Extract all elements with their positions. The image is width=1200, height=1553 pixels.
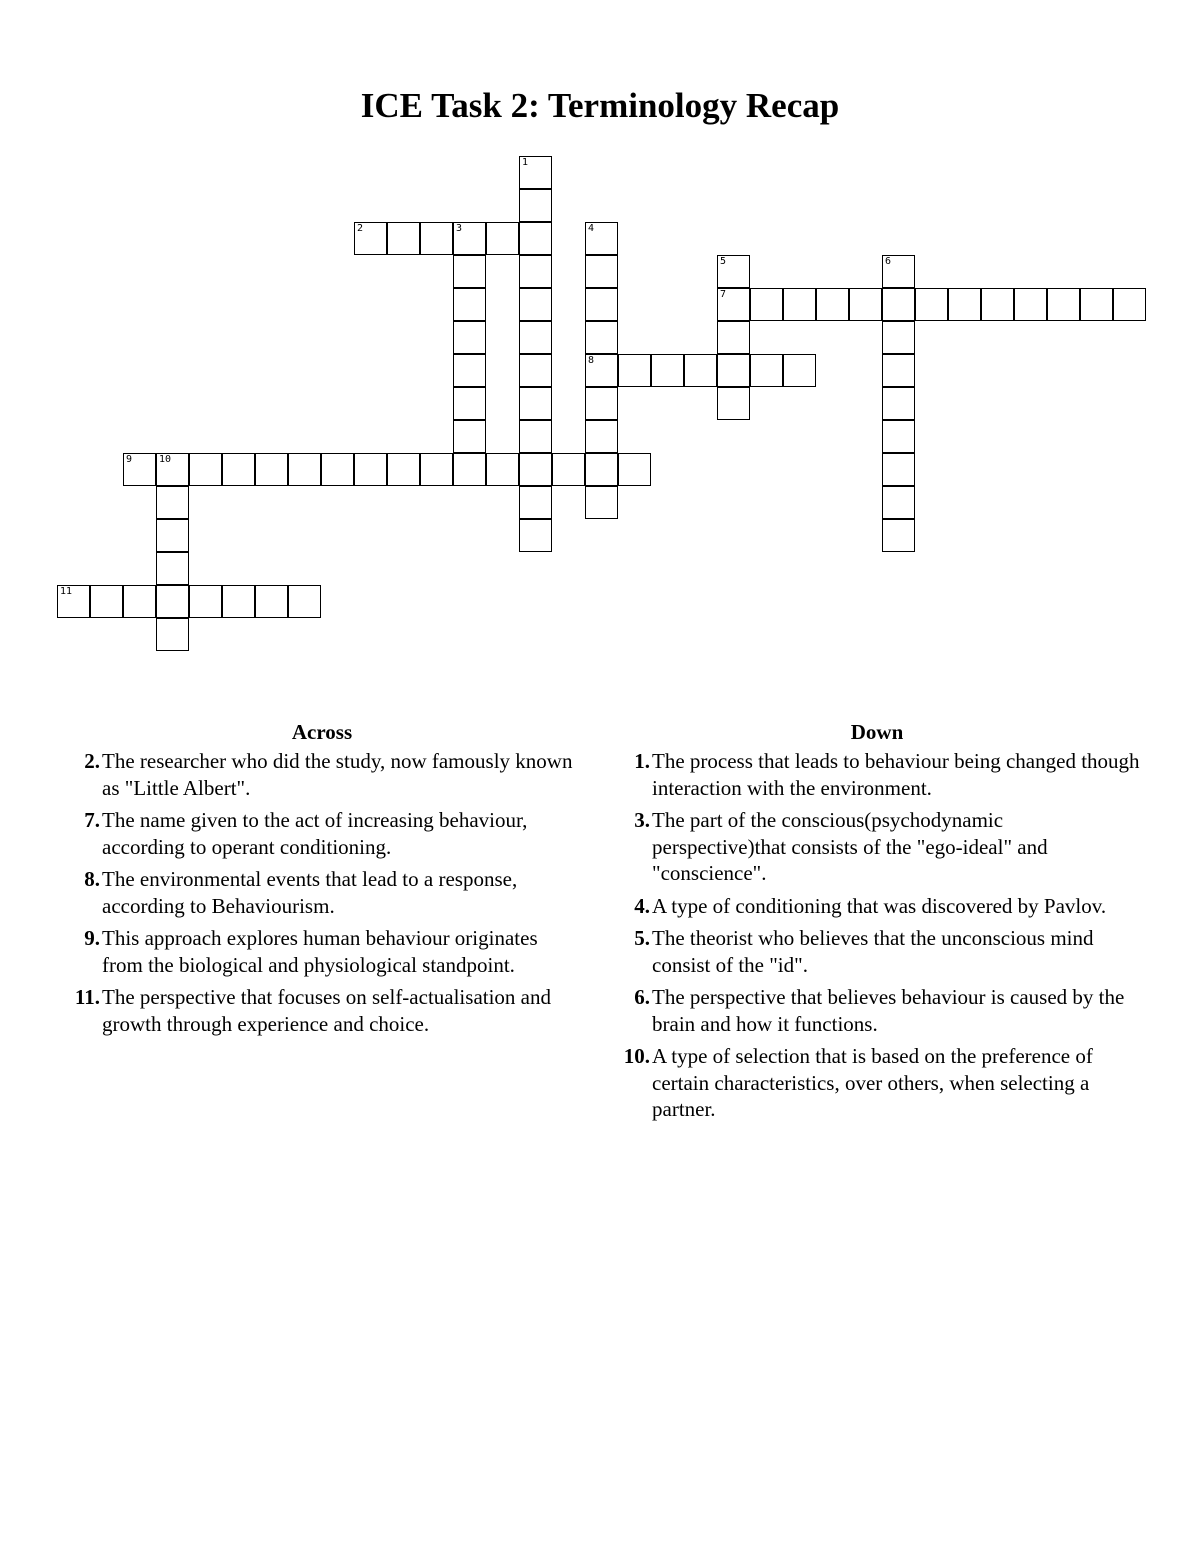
grid-cell[interactable]	[90, 585, 123, 618]
clue-text: The perspective that believes behaviour is caused by the brain and how it functions.	[652, 985, 1125, 1036]
grid-cell[interactable]	[882, 288, 915, 321]
clue-text: The perspective that focuses on self-actualisation and growth through experience and choice.	[102, 985, 551, 1036]
clue-text: This approach explores human behaviour originates from the biological and physiological standpoint.	[102, 926, 538, 977]
cell-number: 3	[456, 223, 463, 234]
cell-number: 10	[159, 454, 172, 465]
grid-cell[interactable]	[882, 519, 915, 552]
grid-cell[interactable]	[585, 354, 618, 387]
grid-cell[interactable]	[717, 387, 750, 420]
grid-cell[interactable]	[684, 354, 717, 387]
cell-number: 11	[60, 586, 73, 597]
grid-cell[interactable]	[387, 222, 420, 255]
across-clue	[62, 925, 582, 978]
grid-cell[interactable]	[552, 453, 585, 486]
grid-cell[interactable]	[750, 354, 783, 387]
clue-number: 5.	[634, 926, 650, 950]
grid-cell[interactable]	[156, 486, 189, 519]
grid-cell[interactable]	[750, 288, 783, 321]
down-clue	[612, 748, 1142, 801]
clue-number: 7.	[84, 808, 100, 832]
grid-cell[interactable]	[486, 453, 519, 486]
across-clues	[62, 718, 582, 1043]
grid-cell[interactable]	[816, 288, 849, 321]
grid-cell[interactable]	[123, 453, 156, 486]
crossword-grid	[0, 0, 1200, 700]
grid-cell[interactable]	[717, 288, 750, 321]
cell-number: 1	[522, 157, 529, 168]
grid-cell[interactable]	[486, 222, 519, 255]
grid-cell[interactable]	[948, 288, 981, 321]
grid-cell[interactable]	[123, 585, 156, 618]
grid-cell[interactable]	[882, 486, 915, 519]
down-clues	[612, 718, 1142, 1129]
grid-cell[interactable]	[519, 222, 552, 255]
grid-cell[interactable]	[981, 288, 1014, 321]
grid-cell[interactable]	[453, 420, 486, 453]
across-heading: Across	[291, 720, 353, 744]
grid-cell[interactable]	[783, 288, 816, 321]
grid-cell[interactable]	[156, 618, 189, 651]
page-title: ICE Task 2: Terminology Recap	[360, 86, 840, 125]
grid-cell[interactable]	[255, 585, 288, 618]
down-heading: Down	[850, 720, 904, 744]
grid-cell[interactable]	[453, 222, 486, 255]
grid-cell[interactable]	[519, 321, 552, 354]
grid-cell[interactable]	[1047, 288, 1080, 321]
down-clue	[612, 984, 1142, 1037]
grid-cell[interactable]	[882, 453, 915, 486]
grid-cell[interactable]	[222, 453, 255, 486]
grid-cell[interactable]	[882, 420, 915, 453]
grid-cell[interactable]	[585, 222, 618, 255]
cell-number: 6	[885, 256, 892, 267]
grid-cell[interactable]	[915, 288, 948, 321]
grid-cell[interactable]	[519, 288, 552, 321]
grid-cell[interactable]	[618, 453, 651, 486]
down-clue	[612, 893, 1142, 920]
grid-cell[interactable]	[519, 255, 552, 288]
grid-cell[interactable]	[651, 354, 684, 387]
grid-cell[interactable]	[519, 189, 552, 222]
grid-cell[interactable]	[585, 420, 618, 453]
grid-cell[interactable]	[519, 354, 552, 387]
down-clue	[612, 807, 1142, 887]
clue-number: 2.	[84, 749, 100, 773]
grid-cell[interactable]	[585, 255, 618, 288]
grid-cell[interactable]	[453, 288, 486, 321]
cell-number: 7	[720, 289, 727, 300]
clue-text: The name given to the act of increasing behaviour, according to operant conditioning.	[102, 808, 528, 859]
grid-cell[interactable]	[321, 453, 354, 486]
clue-number: 4.	[634, 893, 650, 918]
down-clue	[612, 925, 1142, 978]
clue-number: 1.	[634, 749, 650, 773]
grid-cell[interactable]	[453, 387, 486, 420]
clue-text: A type of conditioning that was discovered by Pavlov.	[652, 893, 1107, 918]
grid-cell[interactable]	[387, 453, 420, 486]
clue-text: A type of selection that is based on the preference of certain characteristics, over others, when selecting a partner.	[652, 1044, 1093, 1121]
grid-cell[interactable]	[585, 387, 618, 420]
grid-cell[interactable]	[519, 486, 552, 519]
grid-cell[interactable]	[717, 354, 750, 387]
grid-cell[interactable]	[420, 222, 453, 255]
cell-number: 2	[357, 223, 364, 234]
grid-cell[interactable]	[585, 453, 618, 486]
grid-cell[interactable]	[849, 288, 882, 321]
grid-cell[interactable]	[420, 453, 453, 486]
grid-cell[interactable]	[882, 255, 915, 288]
grid-cell[interactable]	[717, 255, 750, 288]
clue-number: 10.	[623, 1044, 650, 1068]
clue-text: The part of the conscious(psychodynamic perspective)that consists of the "ego-ideal" and "conscience".	[652, 808, 1048, 885]
grid-cell[interactable]	[453, 321, 486, 354]
grid-cell[interactable]	[519, 519, 552, 552]
down-clue	[612, 1043, 1142, 1123]
cell-number: 8	[588, 355, 595, 366]
grid-cell[interactable]	[1014, 288, 1047, 321]
grid-cell[interactable]	[618, 354, 651, 387]
grid-cell[interactable]	[453, 453, 486, 486]
grid-cell[interactable]	[189, 453, 222, 486]
across-clue	[62, 748, 582, 801]
clue-number: 8.	[84, 867, 100, 891]
grid-cell[interactable]	[783, 354, 816, 387]
grid-cell[interactable]	[354, 453, 387, 486]
grid-cell[interactable]	[156, 585, 189, 618]
grid-cell[interactable]	[354, 222, 387, 255]
grid-cell[interactable]	[882, 354, 915, 387]
across-clue	[62, 984, 582, 1037]
grid-cell[interactable]	[453, 354, 486, 387]
clue-text: The theorist who believes that the unconscious mind consist of the "id".	[652, 926, 1094, 977]
clue-number: 11.	[74, 985, 100, 1009]
grid-cell[interactable]	[882, 321, 915, 354]
grid-cell[interactable]	[156, 552, 189, 585]
grid-cell[interactable]	[288, 453, 321, 486]
across-clue	[62, 866, 582, 919]
clue-number: 6.	[634, 985, 650, 1009]
grid-cell[interactable]	[585, 288, 618, 321]
grid-cell[interactable]	[585, 486, 618, 519]
grid-cell[interactable]	[1113, 288, 1146, 321]
cell-number: 5	[720, 256, 727, 267]
grid-cell[interactable]	[156, 453, 189, 486]
grid-cell[interactable]	[519, 453, 552, 486]
grid-cell[interactable]	[288, 585, 321, 618]
grid-cell[interactable]	[882, 387, 915, 420]
grid-cell[interactable]	[717, 321, 750, 354]
grid-cell[interactable]	[453, 255, 486, 288]
grid-cell[interactable]	[222, 585, 255, 618]
grid-cell[interactable]	[189, 585, 222, 618]
clue-text: The process that leads to behaviour being changed though interaction with the environment.	[652, 749, 1140, 800]
grid-cell[interactable]	[519, 387, 552, 420]
grid-cell[interactable]	[57, 585, 90, 618]
grid-cell[interactable]	[156, 519, 189, 552]
grid-cell[interactable]	[1080, 288, 1113, 321]
grid-cell[interactable]	[519, 420, 552, 453]
cell-number: 9	[126, 454, 133, 465]
grid-cell[interactable]	[255, 453, 288, 486]
cell-number: 4	[588, 223, 595, 234]
clue-number: 9.	[84, 926, 100, 950]
clue-text: The environmental events that lead to a response, according to Behaviourism.	[102, 867, 518, 918]
clue-number: 3.	[634, 808, 650, 832]
grid-cell[interactable]	[585, 321, 618, 354]
across-clue	[62, 807, 582, 860]
clue-text: The researcher who did the study, now famously known as "Little Albert".	[102, 749, 573, 800]
grid-cell[interactable]	[519, 156, 552, 189]
